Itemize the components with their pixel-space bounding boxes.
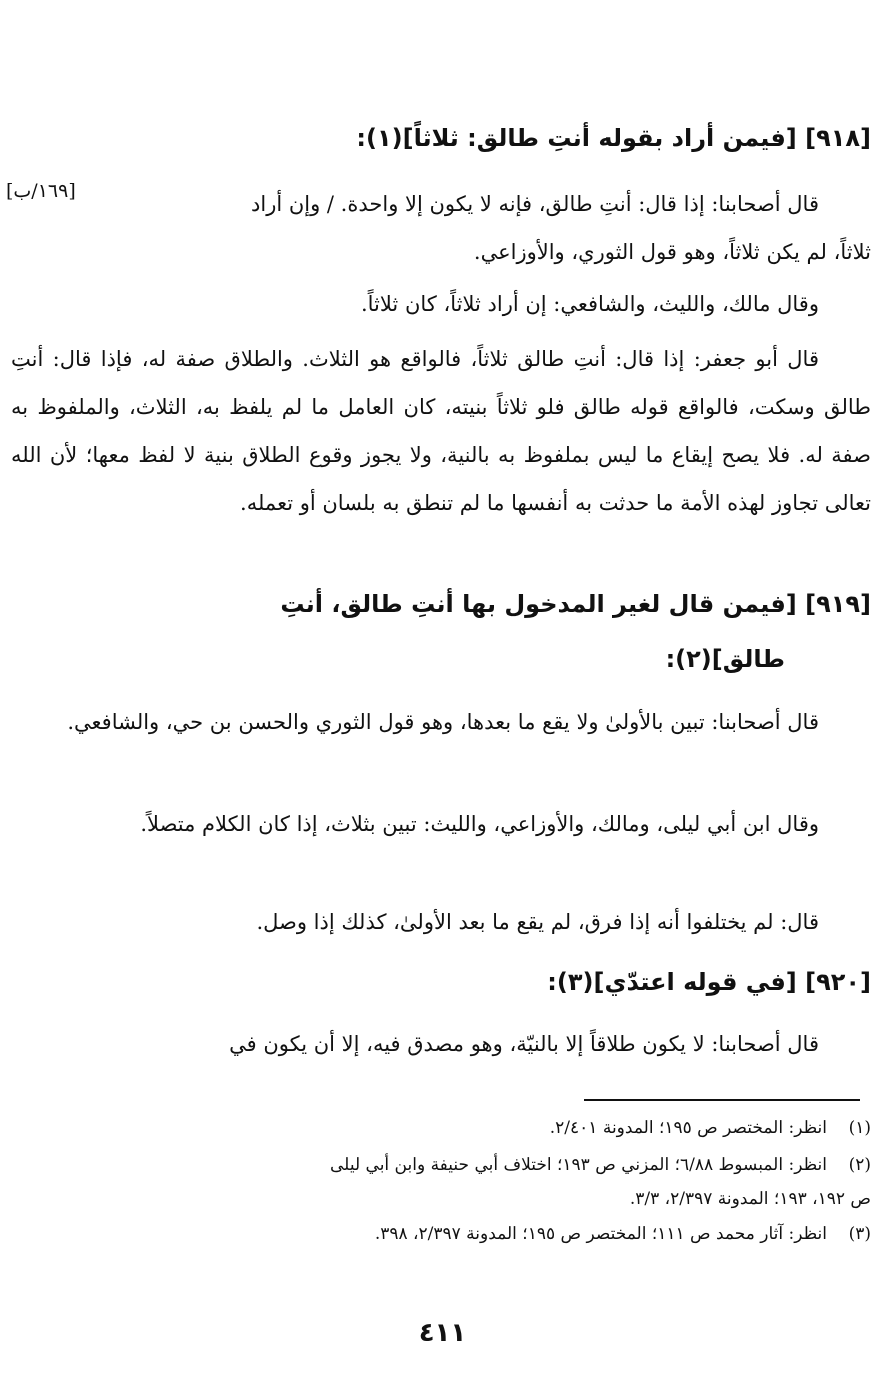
text-run: قال أصحابنا: إذا قال: أنتِ طالق، فإنه لا يكون إلا واحدة. / وإن أراد <box>251 192 819 216</box>
footnote-text: انظر: المختصر ص ١٩٥؛ المدونة ٢/٤٠١. <box>549 1118 827 1138</box>
footnote-text: انظر: المبسوط ٦/٨٨؛ المزني ص ١٩٣؛ اختلاف أبي حنيفة وابن أبي ليلى <box>330 1155 827 1175</box>
text-run: قال أصحابنا: تبين بالأولىٰ ولا يقع ما بعدها، وهو قول الثوري والحسن بن حي، والشافعي. <box>67 710 819 734</box>
section-918-paragraph-1-line-1 <box>111 180 871 228</box>
section-918-paragraph-3 <box>11 335 871 527</box>
text-run: قال أبو جعفر: إذا قال: أنتِ طالق ثلاثاً، فالواقع هو الثلاث. والطلاق صفة له، فإذا قال: أنتِ طالق وسكت، فالواقع قوله طالق فلو ثلاثاً بنيته، كان العامل ما لم يلفظ به، الثلاث، والملفوظ به صفة له. فلا يصح إيقاع ما ليس بملفوظ به بالنية، ولا يجوز وقوع الطلاق بنية لا لفظ معها؛ لأن الله تعالى تجاوز لهذه الأمة ما حدثت به أنفسها ما لم تنطق به بلسان أو تعمله. <box>11 347 871 515</box>
section-919-heading-line-1: [٩١٩] [فيمن قال لغير المدخول بها أنتِ طالق، أنتِ <box>280 590 871 618</box>
footnote-1 <box>11 1111 871 1145</box>
section-918-paragraph-1-line-2: ثلاثاً، لم يكن ثلاثاً، وهو قول الثوري، والأوزاعي. <box>473 240 871 264</box>
footnote-separator <box>584 1099 860 1101</box>
text-run: قال أصحابنا: لا يكون طلاقاً إلا بالنيّة، وهو مصدق فيه، إلا أن يكون في <box>229 1032 819 1056</box>
footnote-text: انظر: آثار محمد ص ١١١؛ المختصر ص ١٩٥؛ المدونة ٢/٣٩٧، ٣٩٨. <box>374 1224 827 1244</box>
section-918-heading: [٩١٨] [فيمن أراد بقوله أنتِ طالق: ثلاثاً](١): <box>356 124 871 152</box>
section-920-heading: [٩٢٠] [في قوله اعتدّي](٣): <box>547 968 871 996</box>
footnote-2 <box>11 1148 871 1182</box>
text-run: قال: لم يختلفوا أنه إذا فرق، لم يقع ما بعد الأولىٰ، كذلك إذا وصل. <box>256 910 819 934</box>
footnote-number: (٣) <box>848 1224 871 1244</box>
section-919-paragraph-1 <box>11 698 871 746</box>
footnote-number: (١) <box>848 1118 871 1138</box>
text-run: وقال مالك، والليث، والشافعي: إن أراد ثلاثاً، كان ثلاثاً. <box>360 292 819 316</box>
footnote-3 <box>11 1217 871 1251</box>
footnote-2-continuation: ص ١٩٢، ١٩٣؛ المدونة ٢/٣٩٧، ٣/٣. <box>629 1189 871 1209</box>
section-918-paragraph-2 <box>11 280 871 328</box>
text-run: وقال ابن أبي ليلى، ومالك، والأوزاعي، والليث: تبين بثلاث، إذا كان الكلام متصلاً. <box>140 812 819 836</box>
section-919-paragraph-2 <box>11 800 871 848</box>
section-919-heading-line-2: طالق](٢): <box>665 645 785 673</box>
section-920-paragraph-1 <box>11 1020 871 1068</box>
section-919-paragraph-3 <box>11 898 871 946</box>
margin-folio-note: [١٦٩/ب] <box>6 180 76 202</box>
page-number: ٤١١ <box>418 1318 467 1348</box>
footnote-number: (٢) <box>848 1155 871 1175</box>
